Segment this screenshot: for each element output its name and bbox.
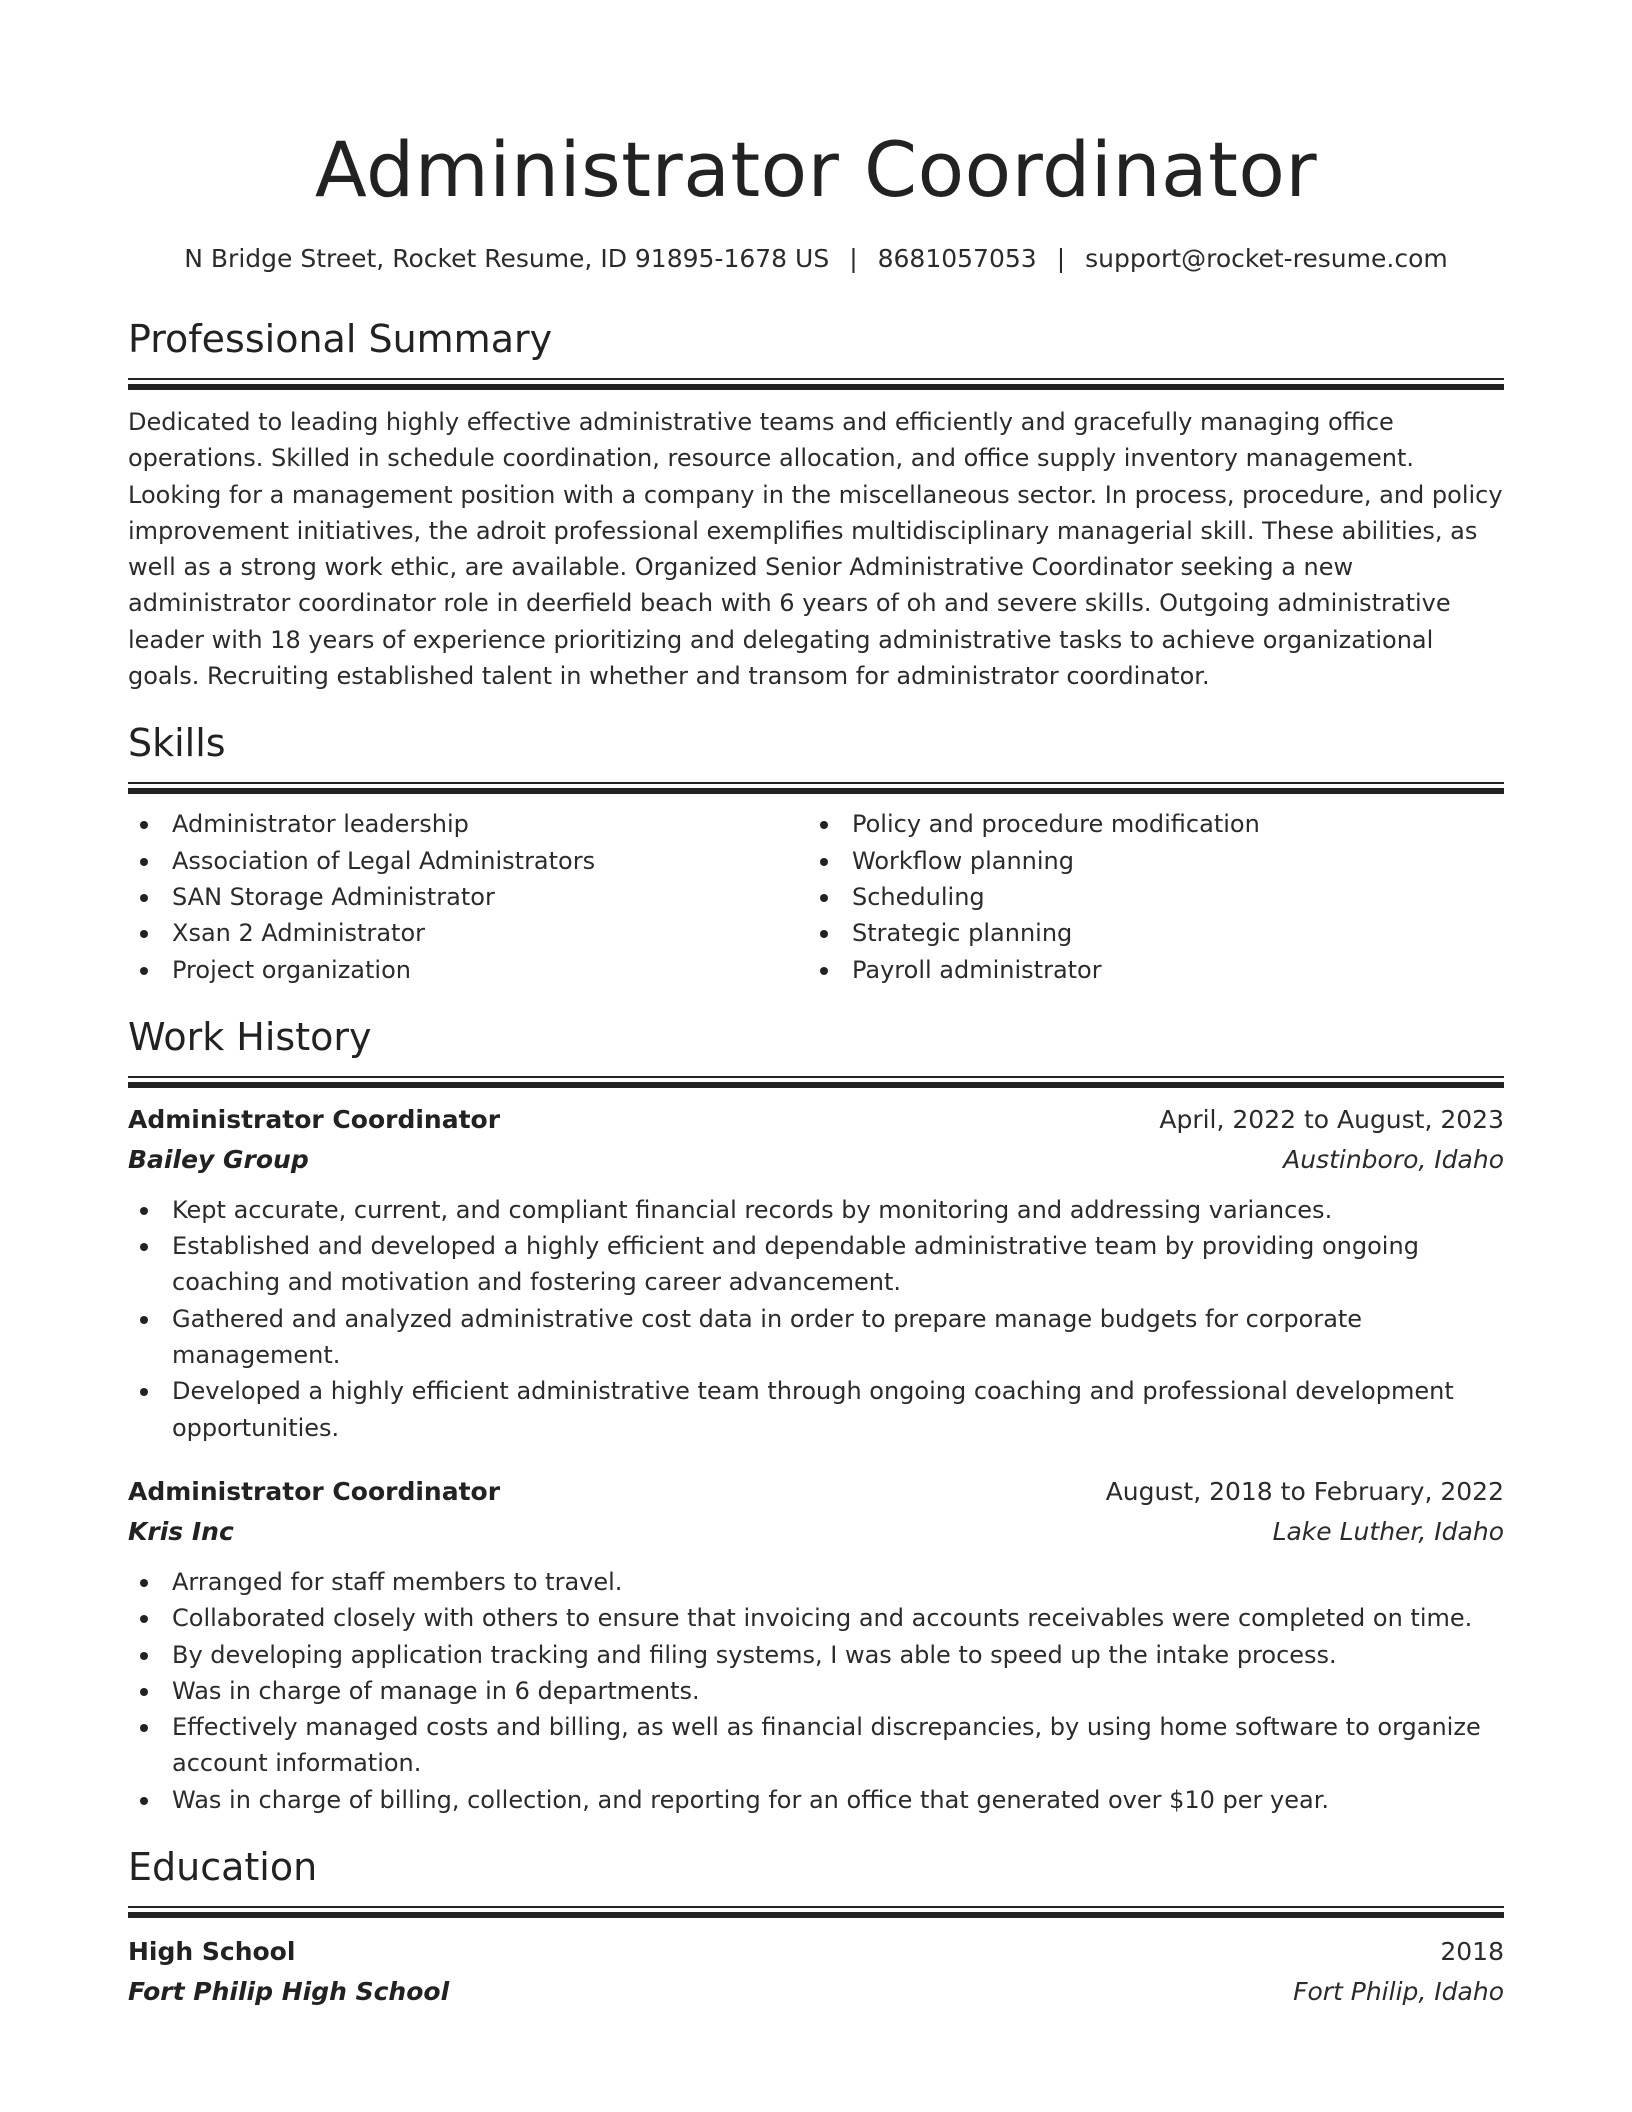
job-bullets xyxy=(128,1564,1504,1818)
skills-heading: Skills xyxy=(128,721,226,766)
education-heading: Education xyxy=(128,1845,318,1890)
skill-item: Workflow planning xyxy=(808,843,1488,879)
skill-item: Administrator leadership xyxy=(128,806,808,842)
section-divider xyxy=(128,378,1504,390)
job-entry xyxy=(128,1472,1504,1818)
skill-item: Scheduling xyxy=(808,879,1488,915)
job-bullet: By developing application tracking and filing systems, I was able to speed up the intake process. xyxy=(128,1637,1504,1673)
job-bullet: Was in charge of manage in 6 departments. xyxy=(128,1673,1504,1709)
job-bullet: Gathered and analyzed administrative cost data in order to prepare manage budgets for corporate management. xyxy=(128,1301,1504,1374)
contact-phone: 8681057053 xyxy=(877,244,1037,273)
job-bullet: Arranged for staff members to travel. xyxy=(128,1564,1504,1600)
section-divider xyxy=(128,1076,1504,1088)
job-header xyxy=(128,1100,1504,1140)
job-bullets xyxy=(128,1192,1504,1446)
job-title: Administrator Coordinator xyxy=(128,1104,501,1134)
skill-item: Payroll administrator xyxy=(808,952,1488,988)
job-company: Kris Inc xyxy=(128,1516,234,1546)
job-dates: August, 2018 to February, 2022 xyxy=(1105,1476,1504,1506)
skills-column-right xyxy=(808,806,1488,987)
skills-list xyxy=(128,806,1504,987)
section-divider xyxy=(128,782,1504,794)
job-entry xyxy=(128,1100,1504,1446)
contact-email: support@rocket-resume.com xyxy=(1085,244,1448,273)
job-subheader xyxy=(128,1140,1504,1180)
contact-separator: | xyxy=(849,244,858,273)
job-location: Lake Luther, Idaho xyxy=(1272,1516,1504,1546)
job-dates: April, 2022 to August, 2023 xyxy=(1159,1104,1504,1134)
skill-item: Policy and procedure modification xyxy=(808,806,1488,842)
education-year: 2018 xyxy=(1440,1937,1504,1967)
skill-item: Strategic planning xyxy=(808,915,1488,951)
job-bullet: Developed a highly efficient administrative team through ongoing coaching and professional development opportunities. xyxy=(128,1373,1504,1446)
contact-separator: | xyxy=(1056,244,1066,273)
section-divider xyxy=(128,1906,1504,1918)
summary-text: Dedicated to leading highly effective administrative teams and efficiently and gracefully managing office operations. Skilled in schedule coordination, resource allocation, and office supply inventory management. Looking for a management position with a company in the miscellaneous sector. In process, procedure, and policy improvement initiatives, the adroit professional exemplifies multidisciplinary managerial skill. These abilities, as well as a strong work ethic, are available. Organized Senior Administrative Coordinator seeking a new administrator coordinator role in deerfield beach with 6 years of oh and severe skills. Outgoing administrative leader with 18 years of experience prioritizing and delegating administrative tasks to achieve organizational goals. Recruiting established talent in whether and transom for administrator coordinator. xyxy=(128,408,1503,691)
job-company: Bailey Group xyxy=(128,1144,309,1174)
contact-line xyxy=(128,242,1504,276)
education-header xyxy=(128,1932,1504,1972)
contact-address: N Bridge Street, Rocket Resume, ID 91895-1678 US xyxy=(184,244,830,273)
job-bullet: Collaborated closely with others to ensure that invoicing and accounts receivables were completed on time. xyxy=(128,1600,1504,1636)
skills-column-left xyxy=(128,806,808,987)
education-location: Fort Philip, Idaho xyxy=(1293,1977,1504,2007)
job-bullet: Effectively managed costs and billing, as well as financial discrepancies, by using home software to organize account information. xyxy=(128,1709,1504,1782)
skill-item: SAN Storage Administrator xyxy=(128,879,808,915)
summary-heading: Professional Summary xyxy=(128,317,553,361)
resume-page xyxy=(128,0,1504,2012)
work-history-heading: Work History xyxy=(128,1014,372,1059)
job-subheader xyxy=(128,1512,1504,1552)
education-degree: High School xyxy=(128,1937,296,1967)
education-subheader xyxy=(128,1972,1504,2012)
skill-item: Association of Legal Administrators xyxy=(128,843,808,879)
job-bullet: Established and developed a highly efficient and dependable administrative team by providing ongoing coaching and motivation and fostering career advancement. xyxy=(128,1228,1504,1301)
job-location: Austinboro, Idaho xyxy=(1283,1144,1504,1174)
job-bullet: Was in charge of billing, collection, and reporting for an office that generated over $10 per year. xyxy=(128,1782,1504,1818)
education-school: Fort Philip High School xyxy=(128,1977,450,2007)
job-header xyxy=(128,1472,1504,1512)
skill-item: Xsan 2 Administrator xyxy=(128,915,808,951)
education-entry xyxy=(128,1932,1504,2012)
job-bullet: Kept accurate, current, and compliant financial records by monitoring and addressing variances. xyxy=(128,1192,1504,1228)
resume-name: Administrator Coordinator xyxy=(314,125,1318,214)
skill-item: Project organization xyxy=(128,952,808,988)
job-title: Administrator Coordinator xyxy=(128,1476,501,1506)
